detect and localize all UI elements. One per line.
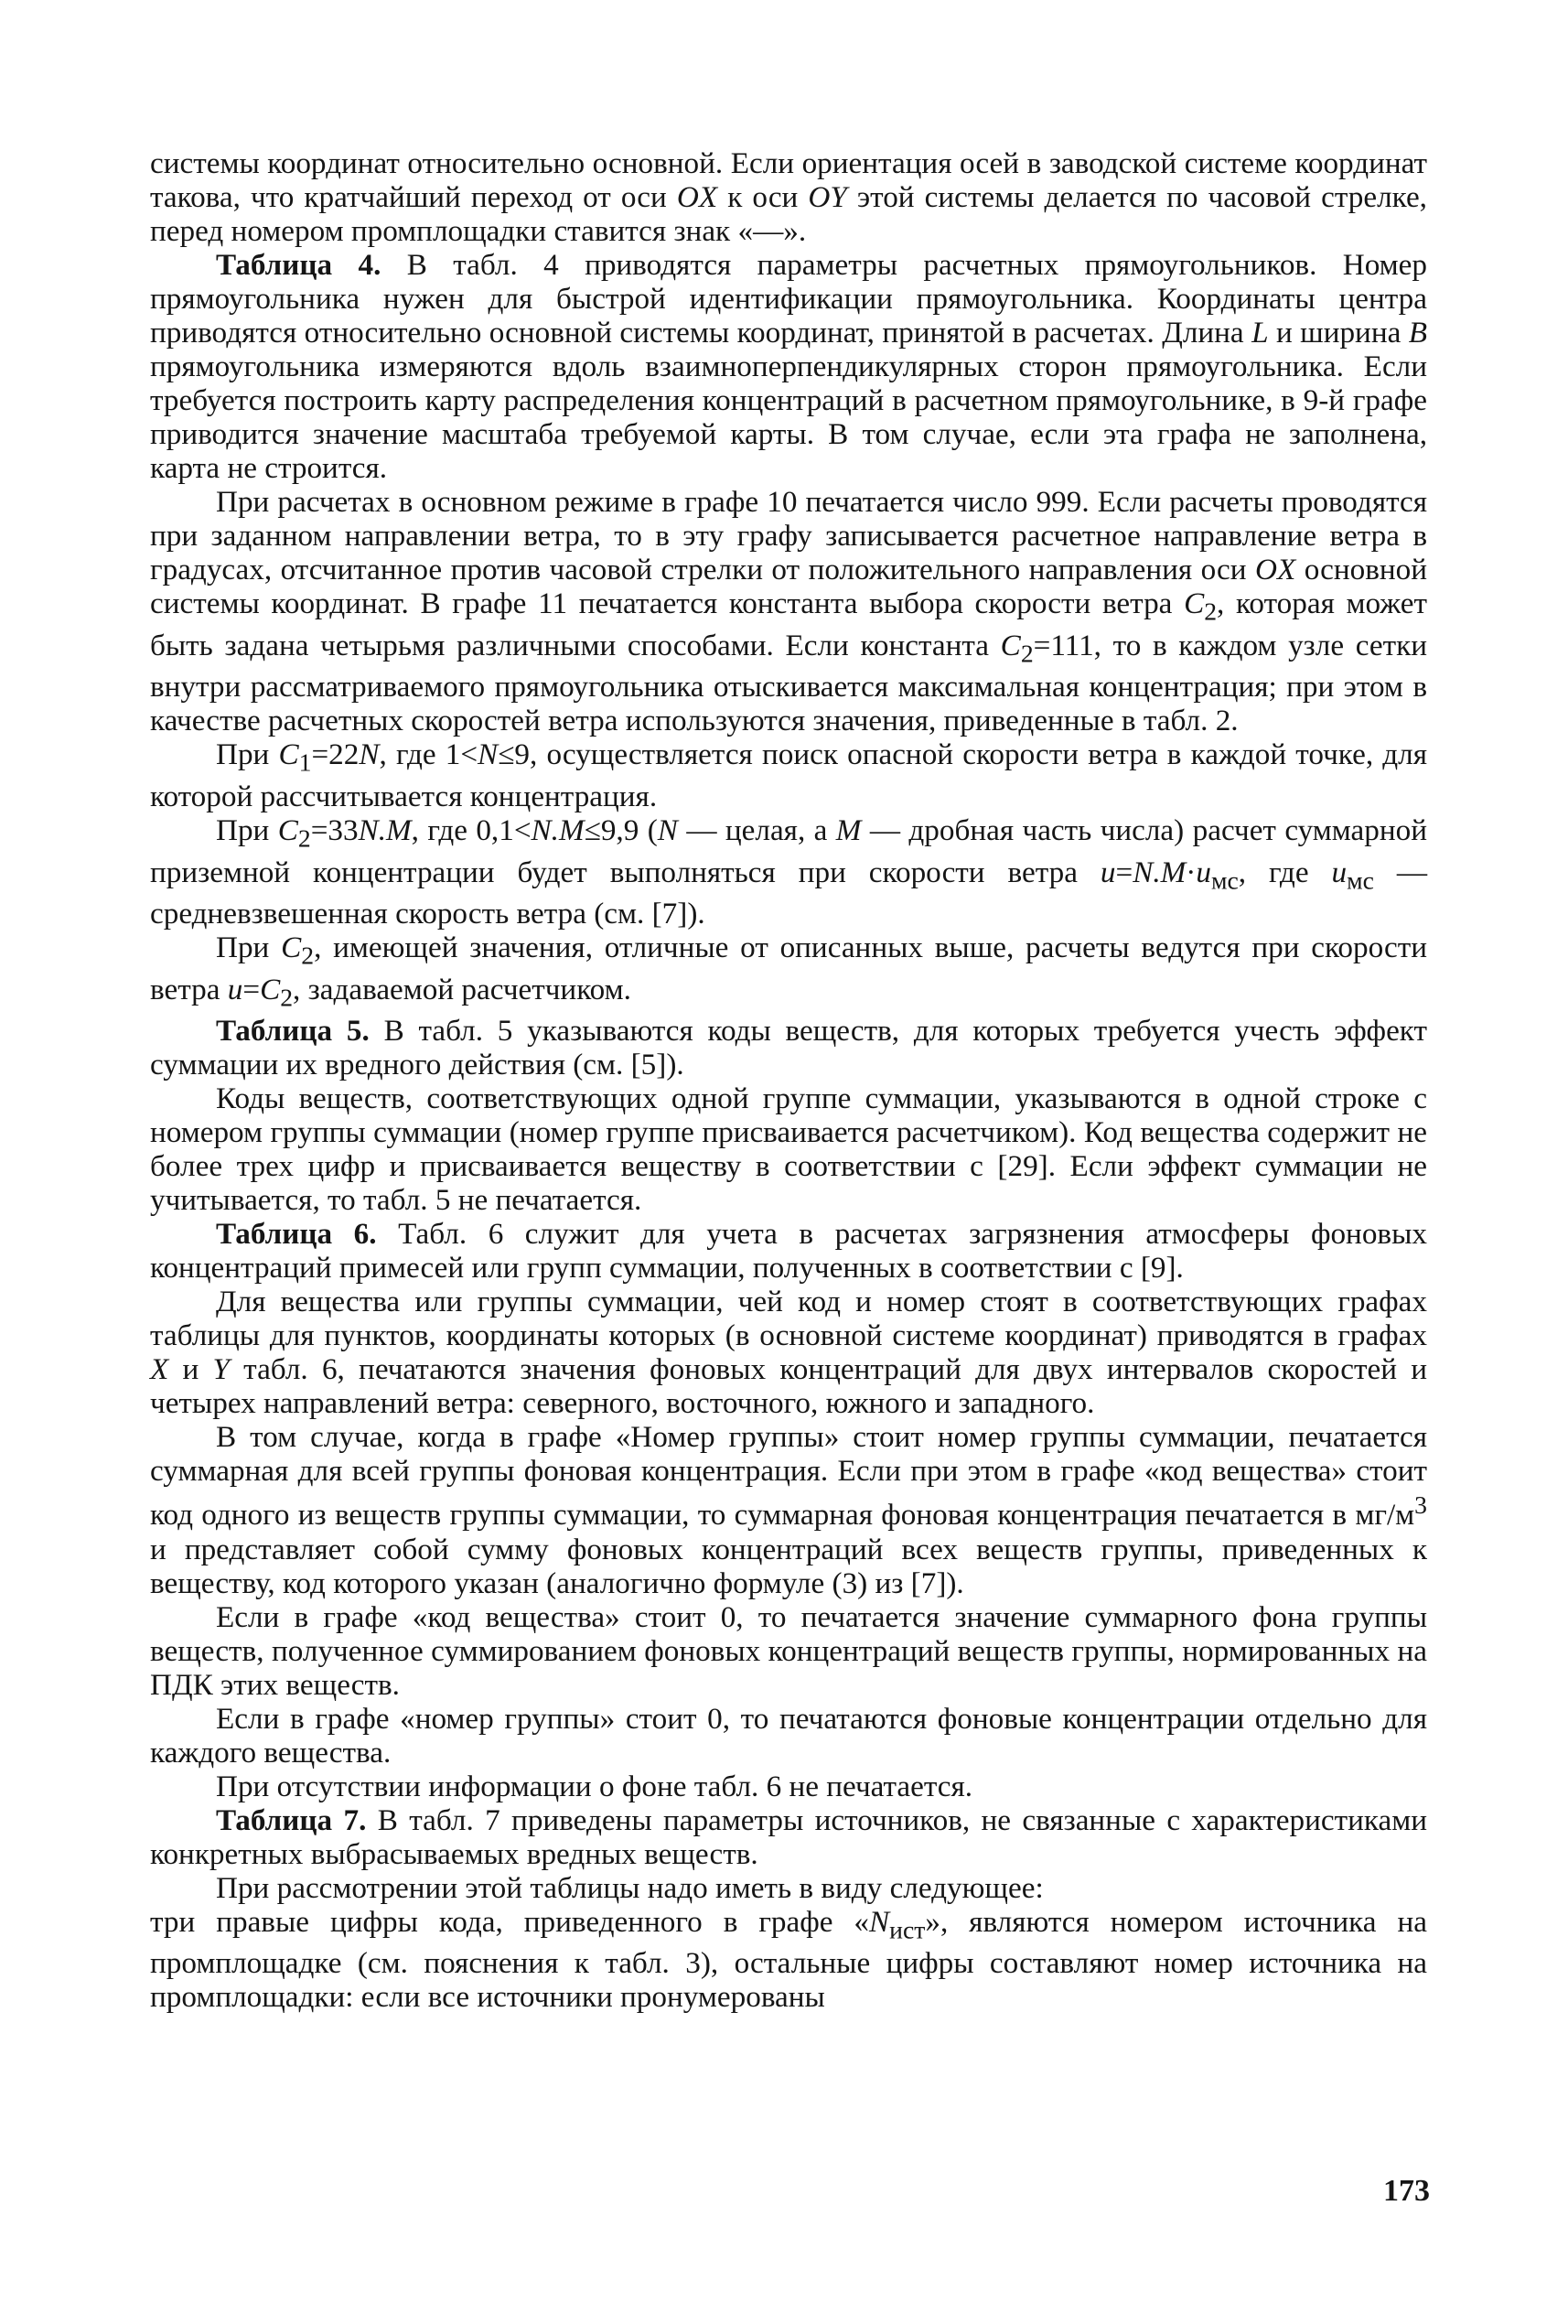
- page-body: [150, 146, 1427, 2014]
- subscript: 2: [297, 823, 311, 853]
- text-run: При расчетах в основном режиме в графе 10 печатается число 999. Если расчеты проводятся при заданном направлении ветра, то в эту графу записывается расчетное направление ветра в градусах, отсчитанное против часовой стрелки от положительного направления оси: [150, 485, 1427, 586]
- page-number: 173: [1383, 2174, 1430, 2208]
- text-run: — целая, а: [677, 812, 836, 847]
- paragraph: [150, 1905, 1427, 2015]
- subscript: 2: [301, 941, 315, 970]
- paragraph: [150, 737, 1427, 813]
- text-run: Коды веществ, соответствующих одной группе суммации, указываются в одной строке с номером группы суммации (номер группе присваивается расчетчиком). Код вещества содержит не более трех цифр и присваивается веществу в соответствии с [29]. Если эффект суммации не учитывается, то табл. 5 не печатается.: [150, 1081, 1427, 1218]
- italic-symbol: u: [1100, 855, 1116, 889]
- paragraph: [150, 1285, 1427, 1420]
- text-run: и: [168, 1352, 213, 1387]
- paragraph: [150, 1081, 1427, 1217]
- text-run: , где 1<: [379, 737, 478, 772]
- italic-symbol: u: [227, 972, 243, 1006]
- text-run: — средневзвешенная скорость ветра (см. [7]).: [150, 855, 1428, 931]
- italic-symbol: u: [1196, 855, 1211, 889]
- paragraph: [150, 813, 1427, 931]
- text-run: ≤9,9 (: [584, 812, 658, 847]
- italic-symbol: N: [359, 737, 380, 772]
- bold-heading: Таблица 7.: [216, 1802, 367, 1837]
- text-run: и ширина: [1268, 316, 1409, 350]
- text-run: ·: [1186, 855, 1197, 889]
- text-run: При: [216, 737, 279, 772]
- text-run: к оси: [717, 180, 809, 214]
- italic-symbol: C: [260, 972, 281, 1006]
- italic-symbol: OX: [1254, 553, 1296, 586]
- bold-heading: Таблица 6.: [216, 1217, 377, 1252]
- text-run: прямоугольника измеряются вдоль взаимноперпендикулярных сторон прямоугольника. Если требуется построить карту распределения концентраций в расчетном прямоугольнике, в 9-й графе приводится значение масштаба требуемой карты. В том случае, если эта графа не заполнена, карта не строится.: [150, 350, 1427, 485]
- text-run: Если в графе «номер группы» стоит 0, то печатаются фоновые концентрации отдельно для каждого вещества.: [150, 1701, 1427, 1770]
- subscript: 2: [1204, 597, 1218, 626]
- italic-symbol: N.M: [358, 812, 412, 847]
- text-run: этой системы делается по часовой стрелке, перед номером промплощадки ставится знак «—».: [150, 180, 1427, 248]
- text-run: и представляет собой сумму фоновых концентраций всех веществ группы, приведенных к веществу, код которого указан (аналогично формуле (3) из [7]).: [150, 1532, 1427, 1600]
- italic-symbol: OX: [676, 180, 718, 214]
- italic-symbol: N: [657, 812, 678, 847]
- italic-symbol: N: [869, 1904, 890, 1939]
- text-run: , задаваемой расчетчиком.: [293, 972, 631, 1006]
- text-run: В табл. 5 указываются коды веществ, для которых требуется учесть эффект суммации их вредного действия (см. [5]).: [150, 1014, 1427, 1082]
- italic-symbol: M: [835, 812, 862, 847]
- italic-symbol: OY: [808, 180, 847, 214]
- paragraph: [150, 931, 1427, 1014]
- text-run: В табл. 4 приводятся параметры расчетных прямоугольников. Номер прямоугольника нужен для быстрой идентификации прямоугольника. Координаты центра приводятся относительно основной системы координат, принятой в расчетах. Длина: [150, 248, 1427, 350]
- text-run: Если в графе «код вещества» стоит 0, то печатается значение суммарного фона группы веществ, полученное суммированием фоновых концентраций веществ группы, нормированных на ПДК этих веществ.: [150, 1599, 1427, 1702]
- paragraph: [150, 1803, 1427, 1871]
- text-run: системы координат относительно основной. Если ориентация осей в заводской системе координат такова, что кратчайший переход от оси: [150, 146, 1427, 214]
- paragraph: [150, 1702, 1427, 1770]
- text-run: При: [216, 931, 282, 965]
- subscript: 2: [280, 983, 294, 1012]
- text-run: =111, то в каждом узле сетки внутри рассматриваемого прямоугольника отыскивается максимальная концентрация; при этом в качестве расчетных скоростей ветра используются значения, приведенные в табл. 2.: [150, 628, 1427, 738]
- subscript: мс: [1347, 866, 1374, 895]
- paragraph: [150, 1014, 1427, 1081]
- text-run: При: [216, 812, 278, 847]
- italic-symbol: B: [1408, 316, 1428, 350]
- italic-symbol: C: [277, 812, 298, 847]
- italic-symbol: X: [150, 1352, 169, 1387]
- italic-symbol: C: [281, 931, 302, 965]
- text-run: =: [1115, 855, 1133, 889]
- paragraph: [150, 1871, 1427, 1905]
- paragraph: [150, 1217, 1427, 1285]
- text-run: », являются номером источника на промплощадке (см. пояснения к табл. 3), остальные цифры составляют номер источника на промплощадки: если все источники пронумерованы: [150, 1904, 1427, 2015]
- paragraph: [150, 146, 1427, 248]
- subscript: ист: [889, 1915, 926, 1944]
- text-run: =: [242, 972, 261, 1006]
- paragraph: [150, 1770, 1427, 1803]
- text-run: Для вещества или группы суммации, чей код и номер стоят в соответствующих графах таблицы для пунктов, координаты которых (в основной системе координат) приводятся в графах: [150, 1285, 1427, 1353]
- italic-symbol: N: [478, 737, 499, 772]
- subscript: 1: [298, 748, 312, 777]
- superscript: 3: [1414, 1490, 1427, 1520]
- paragraph: [150, 1600, 1427, 1702]
- italic-symbol: Y: [212, 1352, 230, 1387]
- text-run: табл. 6, печатаются значения фоновых концентраций для двух интервалов скоростей и четырех направлений ветра: северного, восточного, южного и западного.: [150, 1352, 1427, 1421]
- italic-symbol: C: [1184, 586, 1205, 620]
- italic-symbol: C: [1000, 628, 1021, 662]
- text-run: При отсутствии информации о фоне табл. 6 не печатается.: [216, 1769, 973, 1803]
- text-run: — дробная часть числа) расчет суммарной приземной концентрации будет выполняться при скорости ветра: [150, 812, 1427, 889]
- text-run: , которая может быть задана четырьмя различными способами. Если константа: [150, 586, 1427, 662]
- text-run: В том случае, когда в графе «Номер группы» стоит номер группы суммации, печатается суммарная для всей группы фоновая концентрация. Если при этом в графе «код вещества» стоит код одного из веществ группы суммации, то суммарная фоновая концентрация печатается в мг/м: [150, 1420, 1427, 1533]
- paragraph: [150, 485, 1427, 737]
- italic-symbol: N.M: [531, 812, 585, 847]
- text-run: , имеющей значения, отличные от описанных выше, расчеты ведутся при скорости ветра: [150, 931, 1427, 1006]
- text-run: ≤9, осуществляется поиск опасной скорости ветра в каждой точке, для которой рассчитывается концентрация.: [150, 737, 1427, 813]
- text-run: =22: [311, 737, 360, 772]
- text-run: основной системы координат. В графе 11 печатается константа выбора скорости ветра: [150, 553, 1428, 620]
- italic-symbol: L: [1251, 316, 1269, 350]
- subscript: мс: [1210, 866, 1239, 895]
- text-run: , где 0,1<: [411, 812, 532, 847]
- text-run: В табл. 7 приведены параметры источников, не связанные с характеристиками конкретных выбрасываемых вредных веществ.: [150, 1802, 1427, 1871]
- italic-symbol: N.M: [1133, 855, 1187, 889]
- text-run: =33: [310, 812, 359, 847]
- paragraph: [150, 248, 1427, 485]
- italic-symbol: u: [1331, 855, 1348, 889]
- text-run: , где: [1238, 855, 1332, 889]
- paragraph: [150, 1420, 1427, 1599]
- text-run: три правые цифры кода, приведенного в графе «: [150, 1904, 870, 1939]
- subscript: 2: [1020, 639, 1034, 668]
- text-run: Табл. 6 служит для учета в расчетах загрязнения атмосферы фоновых концентраций примесей или групп суммации, полученных в соответствии с [9].: [150, 1217, 1427, 1286]
- bold-heading: Таблица 5.: [216, 1014, 370, 1049]
- italic-symbol: C: [278, 737, 299, 772]
- text-run: При рассмотрении этой таблицы надо иметь в виду следующее:: [216, 1870, 1044, 1905]
- bold-heading: Таблица 4.: [216, 248, 381, 282]
